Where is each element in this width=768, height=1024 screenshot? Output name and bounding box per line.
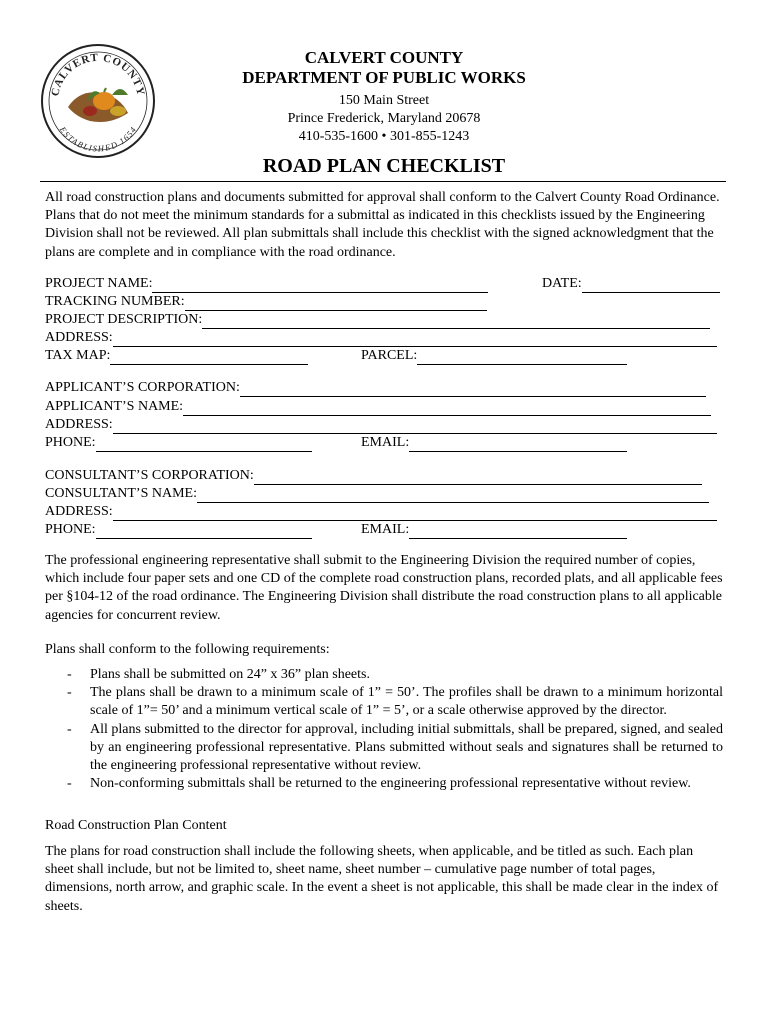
applicant-phone-row	[45, 434, 312, 452]
date-label: DATE:	[542, 276, 582, 291]
requirements-intro: Plans shall conform to the following requirements:	[45, 642, 330, 657]
consultant-address-label: ADDRESS:	[45, 504, 113, 519]
consultant-name-row	[45, 485, 709, 503]
project-name-field[interactable]	[152, 277, 488, 293]
consultant-corporation-row	[45, 467, 702, 485]
city-address: Prince Frederick, Maryland 20678	[287, 111, 481, 126]
bullet-marker: -	[67, 685, 72, 701]
applicant-phone-field[interactable]	[96, 436, 312, 452]
requirement-text: The plans shall be drawn to a minimum scale of 1” = 50’. The profiles shall be drawn to a minimum horizontal scale of 1”= 50’ and a minimum vertical scale of 1” = 5’, or a scale otherwise approved by the director.	[90, 685, 723, 719]
consultant-email-label: EMAIL:	[361, 522, 410, 537]
title-divider	[40, 181, 726, 182]
parcel-row	[361, 347, 627, 365]
street-address: 150 Main Street	[338, 93, 430, 108]
bullet-marker: -	[67, 667, 72, 682]
consultant-corporation-label: CONSULTANT’S CORPORATION:	[45, 468, 254, 483]
tracking-number-label: TRACKING NUMBER:	[45, 294, 185, 309]
consultant-name-field[interactable]	[197, 487, 709, 503]
requirement-text: Plans shall be submitted on 24” x 36” plan sheets.	[90, 667, 370, 682]
requirements-list	[45, 666, 723, 793]
applicant-email-label: EMAIL:	[361, 435, 410, 450]
tax-map-label: TAX MAP:	[45, 348, 111, 363]
consultant-address-row	[45, 503, 717, 521]
applicant-name-field[interactable]	[183, 400, 711, 416]
project-name-label: PROJECT NAME:	[45, 276, 153, 291]
bullet-marker: -	[67, 721, 72, 737]
project-address-row	[45, 329, 717, 347]
applicant-address-row	[45, 416, 717, 434]
tax-map-field[interactable]	[110, 349, 308, 365]
applicant-email-field[interactable]	[409, 436, 627, 452]
tax-map-row	[45, 347, 308, 365]
list-item	[45, 666, 723, 684]
parcel-label: PARCEL:	[361, 348, 418, 363]
applicant-phone-label: PHONE:	[45, 435, 96, 450]
content-paragraph: The plans for road construction shall include the following sheets, when applicable, and be titled as such. Each plan sheet shall include, but not be limited to, sheet name, sheet number – cumulative page number of total pages, dimensions, north arrow, and graphic scale. In the event a sheet is not applicable, this shall be made clear in the index of sheets.	[45, 844, 719, 914]
bullet-marker: -	[67, 776, 72, 792]
tracking-number-field[interactable]	[185, 295, 487, 311]
intro-paragraph: All road construction plans and documents submitted for approval shall conform to the Calvert County Road Ordinance. Plans that do not meet the minimum standards for a submittal as indicated in this checklists issued by the Engineering Division shall not be reviewed. All plan submittals shall include this checklist with the signed acknowledgment that the plans are complete and in compliance with the road ordinance.	[45, 190, 720, 260]
date-row	[542, 275, 720, 293]
consultant-name-label: CONSULTANT’S NAME:	[45, 486, 197, 501]
seal-bottom-text: ESTABLISHED 1654	[57, 124, 139, 154]
phone-numbers: 410-535-1600 • 301-855-1243	[298, 129, 470, 144]
department-name: DEPARTMENT OF PUBLIC WORKS	[242, 68, 526, 87]
applicant-corporation-field[interactable]	[240, 381, 706, 397]
list-item	[45, 684, 723, 720]
content-heading: Road Construction Plan Content	[45, 818, 227, 833]
parcel-field[interactable]	[417, 349, 627, 365]
applicant-corporation-label: APPLICANT’S CORPORATION:	[45, 380, 240, 395]
submission-paragraph: The professional engineering representative shall submit to the Engineering Division the required number of copies, which include four paper sets and one CD of the complete road construction plans, recorded plats, and all applicable fees per §104-12 of the road ordinance. The Engineering Division shall distribute the road construction plans to all applicable agencies for concurrent review.	[45, 553, 723, 623]
document-title: ROAD PLAN CHECKLIST	[262, 155, 506, 177]
consultant-address-field[interactable]	[113, 505, 717, 521]
project-description-label: PROJECT DESCRIPTION:	[45, 312, 203, 327]
requirement-text: Non-conforming submittals shall be returned to the engineering professional representative without review.	[90, 776, 691, 792]
project-name-row	[45, 275, 488, 293]
consultant-email-row	[361, 521, 627, 539]
project-address-field[interactable]	[113, 331, 717, 347]
tracking-number-row	[45, 293, 487, 311]
date-field[interactable]	[582, 277, 720, 293]
consultant-phone-field[interactable]	[96, 523, 312, 539]
project-description-field[interactable]	[202, 313, 710, 329]
consultant-phone-label: PHONE:	[45, 522, 96, 537]
county-name: CALVERT COUNTY	[304, 48, 464, 67]
list-item	[45, 721, 723, 776]
applicant-corporation-row	[45, 379, 706, 397]
applicant-name-row	[45, 398, 711, 416]
list-item	[45, 775, 723, 793]
consultant-phone-row	[45, 521, 312, 539]
consultant-corporation-field[interactable]	[254, 469, 702, 485]
applicant-address-label: ADDRESS:	[45, 417, 113, 432]
applicant-email-row	[361, 434, 627, 452]
project-description-row	[45, 311, 710, 329]
requirement-text: All plans submitted to the director for approval, including initial submittals, shall be prepared, signed, and sealed by an engineering professional representative. Plans submitted without seals and signatures shall be returned to the engineering professional representative without review.	[90, 721, 723, 774]
consultant-email-field[interactable]	[409, 523, 627, 539]
seal-top-text: CALVERT COUNTY	[49, 51, 147, 98]
applicant-address-field[interactable]	[113, 418, 717, 434]
project-address-label: ADDRESS:	[45, 330, 113, 345]
applicant-name-label: APPLICANT’S NAME:	[45, 399, 184, 414]
